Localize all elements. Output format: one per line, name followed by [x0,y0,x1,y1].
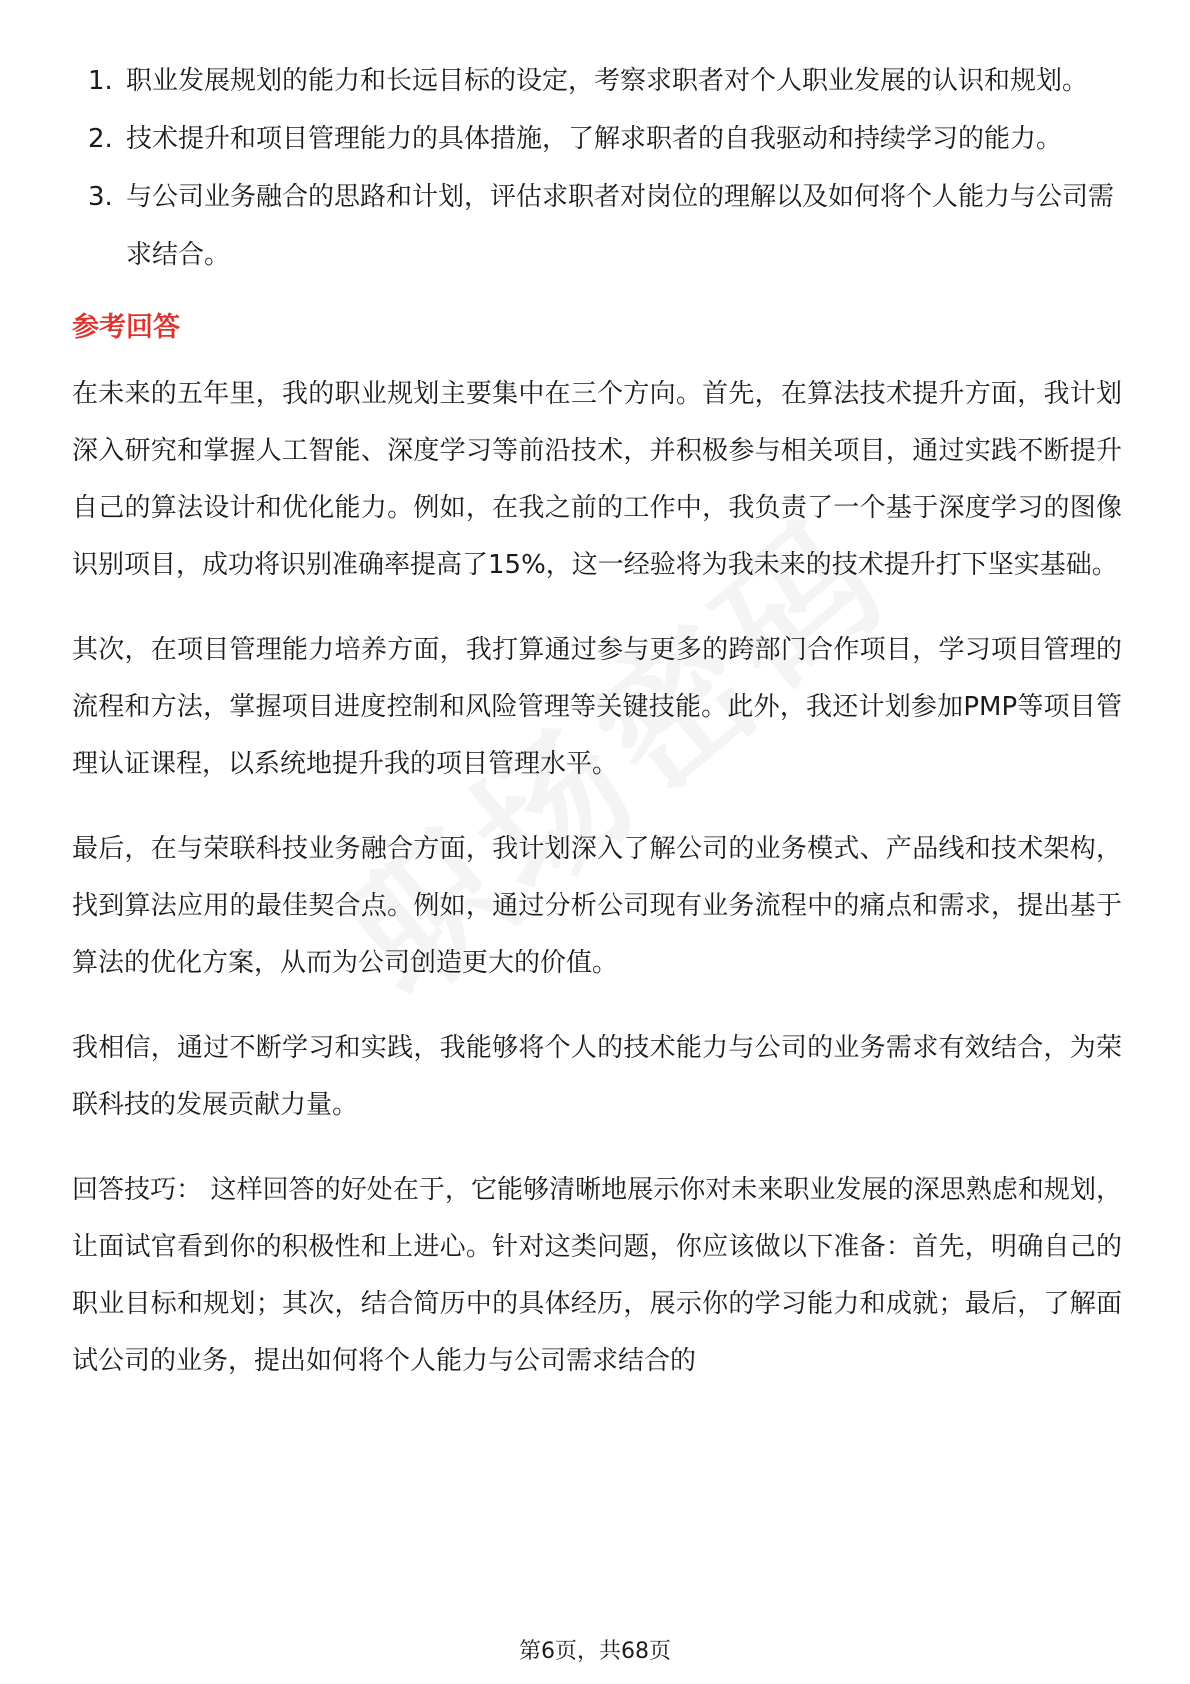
list-item-text: 职业发展规划的能力和长远目标的设定，考察求职者对个人职业发展的认识和规划。 [126,66,1089,96]
list-item-number: 3. [88,182,113,212]
answer-paragraph: 我相信，通过不断学习和实践，我能够将个人的技术能力与公司的业务需求有效结合，为荣联科技的发展贡献力量。 [72,1033,1122,1120]
page-number-footer: 第6页，共68页 [519,1639,671,1664]
page-content [72,52,1122,1418]
list-item-number: 2. [88,124,113,154]
list-item [72,52,1122,110]
answer-tips-paragraph: 回答技巧： 这样回答的好处在于，它能够清晰地展示你对未来职业发展的深思熟虑和规划，让面试官看到你的积极性和上进心。针对这类问题，你应该做以下准备：首先，明确自己的职业目标和规划；其次，结合简历中的具体经历，展示你的学习能力和成就；最后，了解面试公司的业务，提出如何将个人能力与公司需求结合的 [72,1175,1122,1376]
answer-paragraph: 在未来的五年里，我的职业规划主要集中在三个方向。首先，在算法技术提升方面，我计划深入研究和掌握人工智能、深度学习等前沿技术，并积极参与相关项目，通过实践不断提升自己的算法设计和优化能力。例如，在我之前的工作中，我负责了一个基于深度学习的图像识别项目，成功将识别准确率提高了15%，这一经验将为我未来的技术提升打下坚实基础。 [72,379,1122,580]
answer-paragraph: 其次，在项目管理能力培养方面，我打算通过参与更多的跨部门合作项目，学习项目管理的流程和方法，掌握项目进度控制和风险管理等关键技能。此外，我还计划参加PMP等项目管理认证课程，以系统地提升我的项目管理水平。 [72,635,1122,779]
section-heading: 参考回答 [72,312,180,343]
evaluation-points-list [72,52,1122,284]
list-item [72,168,1122,284]
answer-paragraph: 最后，在与荣联科技业务融合方面，我计划深入了解公司的业务模式、产品线和技术架构，找到算法应用的最佳契合点。例如，通过分析公司现有业务流程中的痛点和需求，提出基于算法的优化方案，从而为公司创造更大的价值。 [72,834,1122,978]
list-item [72,110,1122,168]
list-item-text: 与公司业务融合的思路和计划，评估求职者对岗位的理解以及如何将个人能力与公司需求结合。 [126,182,1115,270]
list-item-text: 技术提升和项目管理能力的具体措施，了解求职者的自我驱动和持续学习的能力。 [126,124,1063,154]
list-item-number: 1. [88,66,113,96]
